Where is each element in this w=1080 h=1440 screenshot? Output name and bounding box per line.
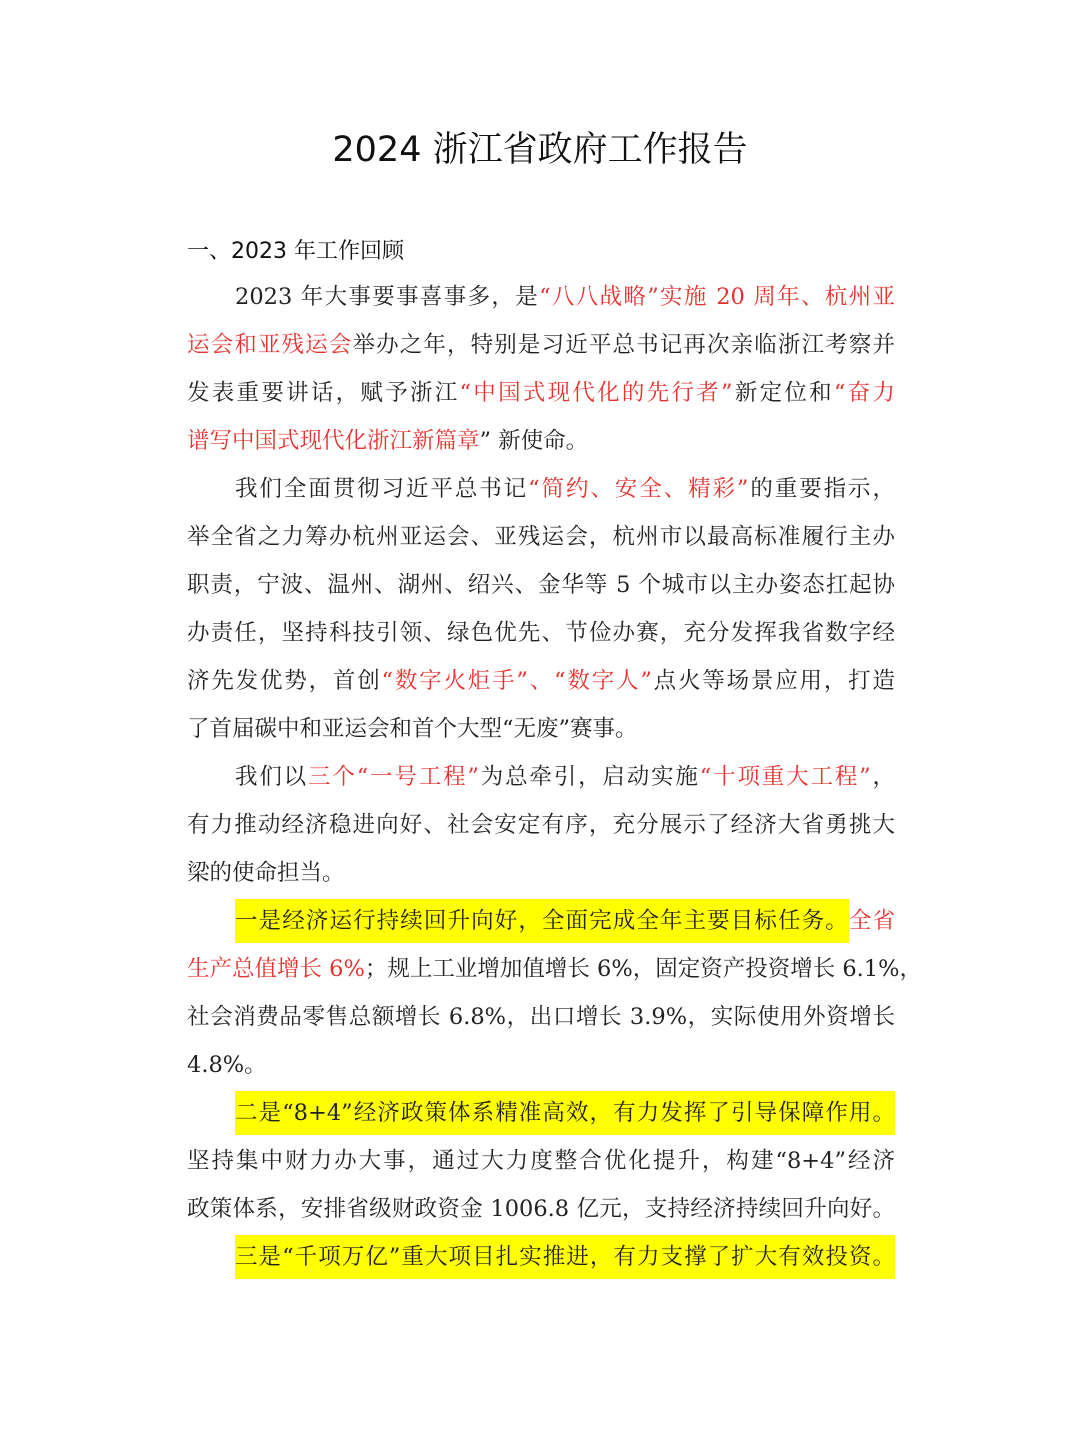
highlighted-text: 一是经济运行持续回升向好，全面完成全年主要目标任务。 xyxy=(235,899,849,943)
body-text: 梁的使命担当。 xyxy=(187,860,345,886)
body-text: 坚持集中财力办大事，通过大力度整合优化提升，构建“8+4”经济 xyxy=(187,1148,895,1174)
text-line xyxy=(187,993,895,1041)
text-line xyxy=(187,1233,895,1281)
text-line xyxy=(187,321,895,369)
emphasis-text: “中国式现代化的先行者” xyxy=(459,380,733,406)
section-heading: 一、2023 年工作回顾 xyxy=(187,239,404,264)
body-text: ” 新使命。 xyxy=(479,428,589,454)
body-text: 2023 年大事要事喜事多，是 xyxy=(235,284,540,310)
body-text: 有力推动经济稳进向好、社会安定有序，充分展示了经济大省勇挑大 xyxy=(187,812,895,838)
emphasis-text: “十项重大工程” xyxy=(699,764,871,790)
emphasis-text: “简约、安全、精彩” xyxy=(528,476,749,502)
highlighted-text: 二是“8+4”经济政策体系精准高效，有力发挥了引导保障作用。 xyxy=(235,1091,895,1135)
body-text: ， xyxy=(870,764,895,790)
body-text: 举全省之力筹办杭州亚运会、亚残运会，杭州市以最高标准履行主办 xyxy=(187,524,895,550)
text-line xyxy=(187,273,895,321)
body-text: 点火等场景应用，打造 xyxy=(651,668,895,694)
text-line xyxy=(187,417,895,465)
highlighted-text: 三是“千项万亿”重大项目扎实推进，有力支撑了扩大有效投资。 xyxy=(235,1235,895,1279)
text-line xyxy=(187,1041,895,1089)
emphasis-text: “数字火炬手”、“数字人” xyxy=(381,668,652,694)
document-body xyxy=(187,273,923,1281)
body-text: 我们全面贯彻习近平总书记 xyxy=(235,476,529,502)
text-line xyxy=(187,849,895,897)
document-title: 2024 浙江省政府工作报告 xyxy=(332,130,748,170)
body-text: 的重要指示， xyxy=(748,476,895,502)
body-text: 我们以 xyxy=(235,764,309,790)
body-text: 新定位和 xyxy=(732,380,834,406)
emphasis-text: 运会和亚残运会 xyxy=(187,332,353,358)
body-text: 社会消费品零售总额增长 6.8%，出口增长 3.9%，实际使用外资增长 xyxy=(187,1004,895,1030)
body-text: 4.8%。 xyxy=(187,1052,267,1078)
body-text: 了首届碳中和亚运会和首个大型“无废”赛事。 xyxy=(187,716,638,742)
body-text: 济先发优势，首创 xyxy=(187,668,382,694)
text-line xyxy=(187,1137,895,1185)
emphasis-text: “奋力 xyxy=(833,380,895,406)
text-line xyxy=(187,945,923,993)
text-line xyxy=(187,369,895,417)
text-line xyxy=(187,897,895,945)
text-line xyxy=(187,657,895,705)
text-line xyxy=(187,465,895,513)
body-text: 为总牵引，启动实施 xyxy=(478,764,700,790)
body-text: 举办之年，特别是习近平总书记再次亲临浙江考察并 xyxy=(352,332,895,358)
text-line xyxy=(187,1089,895,1137)
text-line xyxy=(187,801,895,849)
body-text: ；规上工业增加值增长 6%，固定资产投资增长 6.1%， xyxy=(364,956,923,982)
text-line xyxy=(187,705,895,753)
emphasis-text: 三个“一号工程” xyxy=(308,764,479,790)
emphasis-text: 全省 xyxy=(848,908,895,934)
emphasis-text: 谱写中国式现代化浙江新篇章 xyxy=(187,428,480,454)
body-text: 职责，宁波、温州、湖州、绍兴、金华等 5 个城市以主办姿态扛起协 xyxy=(187,572,895,598)
emphasis-text: 生产总值增长 6% xyxy=(187,956,365,982)
text-line xyxy=(187,1185,895,1233)
text-line xyxy=(187,561,895,609)
body-text: 政策体系，安排省级财政资金 1006.8 亿元，支持经济持续回升向好。 xyxy=(187,1196,895,1222)
emphasis-text: “八八战略”实施 20 周年、杭州亚 xyxy=(539,284,895,310)
body-text: 发表重要讲话，赋予浙江 xyxy=(187,380,460,406)
body-text: 办责任，坚持科技引领、绿色优先、节俭办赛，充分发挥我省数字经 xyxy=(187,620,895,646)
text-line xyxy=(187,513,895,561)
text-line xyxy=(187,609,895,657)
text-line xyxy=(187,753,895,801)
